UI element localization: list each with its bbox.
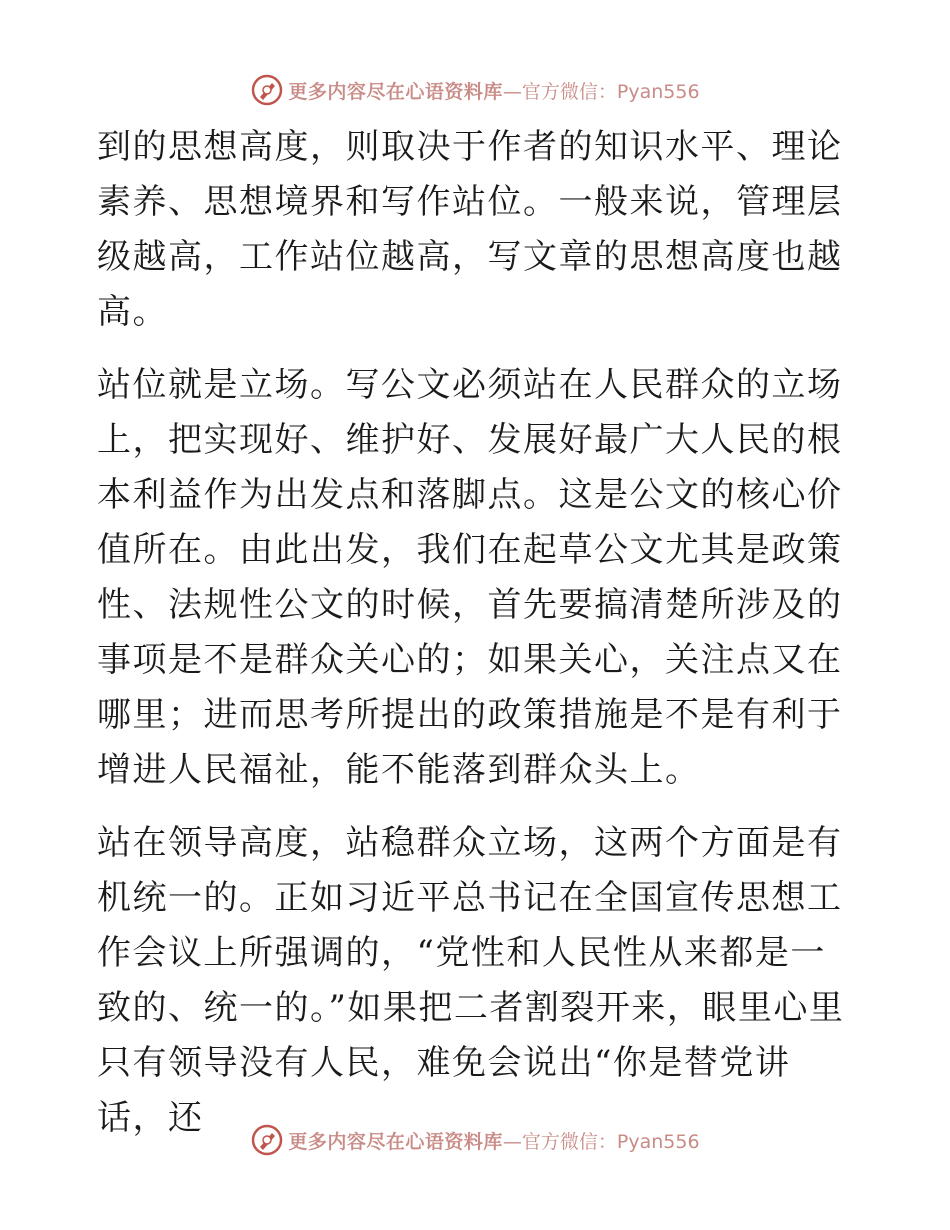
document-body [97, 120, 857, 1146]
footer-banner-sub-text: —官方微信：Pyan556 [502, 1130, 700, 1153]
paragraph-3: 站在领导高度，站稳群众立场，这两个方面是有机统一的。正如习近平总书记在全国宣传思想工作会议上所强调的，“党性和人民性从来都是一致的、统一的。”如果把二者割裂开来，眼里心里只有领导没有人民，难免会说出“你是替党讲话，还 [97, 823, 845, 1138]
paragraph-1: 到的思想高度，则取决于作者的知识水平、理论素养、思想境界和写作站位。一般来说，管理层级越高，工作站位越高，写文章的思想高度也越高。 [97, 127, 843, 332]
header-banner-sub-text: —官方微信：Pyan556 [502, 80, 700, 103]
pen-logo-icon [250, 1123, 284, 1157]
header-watermark-banner [0, 70, 950, 110]
footer-banner-main-text: 更多内容尽在心语资料库 [288, 1130, 503, 1153]
footer-watermark-banner [0, 1120, 950, 1160]
pen-logo-icon [250, 73, 284, 107]
paragraph-2: 站位就是立场。写公文必须站在人民群众的立场上，把实现好、维护好、发展好最广大人民的根本利益作为出发点和落脚点。这是公文的核心价值所在。由此出发，我们在起草公文尤其是政策性、法规性公文的时候，首先要搞清楚所涉及的事项是不是群众关心的；如果关心，关注点又在哪里；进而思考所提出的政策措施是不是有利于增进人民福祉，能不能落到群众头上。 [97, 365, 843, 790]
header-banner-main-text: 更多内容尽在心语资料库 [288, 80, 503, 103]
